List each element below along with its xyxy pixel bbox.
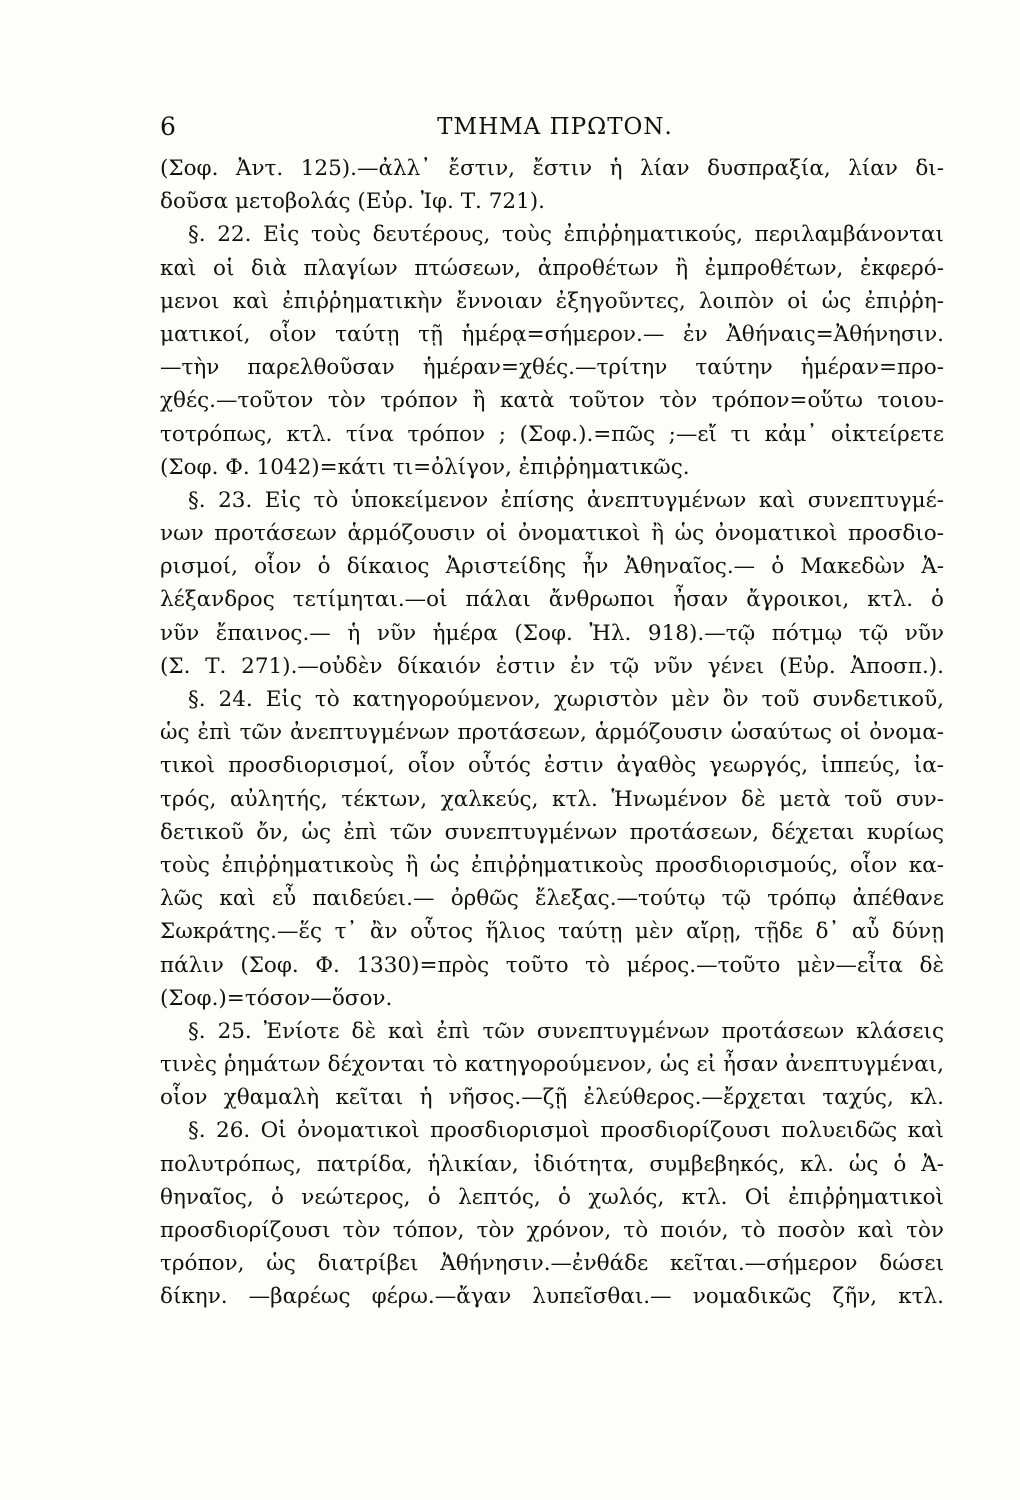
paragraph-26-start: §. 26. Οἱ ὀνοματικοὶ προσδιορισμοὶ προσδιορίζουσι πολυειδῶς καὶ: [188, 1118, 944, 1144]
paragraph-23-start: §. 23. Εἰς τὸ ὑποκείμενον ἐπίσης ἀνεπτυγμένων καὶ συνεπτυγμέ-: [188, 487, 944, 513]
text-line: νων προτάσεων ἁρμόζουσιν οἱ ὀνοματικοὶ ἢ ὡς ὀνοματικοὶ προσδιο-: [160, 521, 944, 547]
paragraph-24-start: §. 24. Εἰς τὸ κατηγορούμενον, χωριστὸν μὲν ὂν τοῦ συνδετικοῦ,: [188, 687, 944, 712]
text-line: ρισμοί, οἷον ὁ δίκαιος Ἀριστείδης ἦν Ἀθηναῖος.— ὁ Μακεδὼν Ἀ-: [160, 554, 944, 580]
text-line: προσδιορίζουσι τὸν τόπον, τὸν χρόνον, τὸ ποιόν, τὸ ποσὸν καὶ τὸν: [160, 1218, 944, 1243]
page-header: [160, 112, 940, 152]
text-line: τρός, αὐλητής, τέκτων, χαλκεύς, κτλ. Ἡνωμένον δὲ μετὰ τοῦ συν-: [160, 786, 944, 812]
text-line: ματικοί, οἷον ταύτῃ τῇ ἡμέρᾳ=σήμερον.— ἐν Ἀθήναις=Ἀθήνησιν.: [160, 321, 944, 347]
text-line: καὶ οἱ διὰ πλαγίων πτώσεων, ἀπροθέτων ἢ ἐμπροθέτων, ἐκφερό-: [160, 255, 944, 281]
text-line: θηναῖος, ὁ νεώτερος, ὁ λεπτός, ὁ χωλός, κτλ. Οἱ ἐπιῤῥηματικοὶ: [160, 1184, 944, 1210]
paragraph-25-start: §. 25. Ἐνίοτε δὲ καὶ ἐπὶ τῶν συνεπτυγμένων προτάσεων κλάσεις: [188, 1018, 944, 1044]
text-line: δοῦσα μετοβολάς (Εὐρ. Ἰφ. Τ. 721).: [160, 189, 545, 215]
text-line: λέξανδρος τετίμηται.—οἱ πάλαι ἄνθρωποι ἦσαν ἄγροικοι, κτλ. ὁ: [160, 587, 944, 613]
text-line: λῶς καὶ εὖ παιδεύει.— ὀρθῶς ἔλεξας.—τούτῳ τῷ τρόπῳ ἀπέθανε: [160, 886, 944, 912]
text-line: πάλιν (Σοφ. Φ. 1330)=πρὸς τοῦτο τὸ μέρος.—τοῦτο μὲν—εἶτα δὲ: [160, 952, 944, 978]
text-line: (Σ. Τ. 271).—οὐδὲν δίκαιόν ἐστιν ἐν τῷ νῦν γένει (Εὐρ. Ἀποσπ.).: [160, 653, 944, 679]
text-line: τοὺς ἐπιῤῥηματικοὺς ἢ ὡς ἐπιῤῥηματικοὺς προσδιορισμούς, οἷον κα-: [160, 852, 944, 878]
text-line: τρόπον, ὡς διατρίβει Ἀθήνησιν.—ἐνθάδε κεῖται.—σήμερον δώσει: [160, 1251, 944, 1277]
running-head: ΤΜΗΜΑ ΠΡΩΤΟΝ.: [437, 114, 673, 140]
text-line: (Σοφ.)=τόσον—ὅσον.: [160, 985, 393, 1011]
text-line: —τὴν παρελθοῦσαν ἡμέραν=χθές.—τρίτην ταύτην ἡμέραν=προ-: [160, 355, 944, 381]
text-line: τινὲς ῥημάτων δέχονται τὸ κατηγορούμενον, ὡς εἰ ἦσαν ἀνεπτυγμέναι,: [160, 1052, 944, 1078]
text-line: οἷον χθαμαλὴ κεῖται ἡ νῆσος.—ζῇ ἐλεύθερος.—ἔρχεται ταχύς, κλ.: [160, 1085, 944, 1111]
text-line: Σωκράτης.—ἕς τ᾽ ἂν οὗτος ἥλιος ταύτῃ μὲν αἴρῃ, τῇδε δ᾽ αὖ δύνῃ: [160, 919, 944, 945]
text-line: δετικοῦ ὄν, ὡς ἐπὶ τῶν συνεπτυγμένων προτάσεων, δέχεται κυρίως: [160, 819, 944, 845]
text-line: (Σοφ. Φ. 1042)=κάτι τι=ὀλίγον, ἐπιῤῥηματικῶς.: [160, 454, 690, 480]
text-line: μενοι καὶ ἐπιῤῥηματικὴν ἔννοιαν ἐξηγοῦντες, λοιπὸν οἱ ὡς ἐπιῤῥη-: [160, 288, 944, 314]
text-line: δίκην. —βαρέως φέρω.—ἄγαν λυπεῖσθαι.— νομαδικῶς ζῆν, κτλ.: [160, 1284, 944, 1310]
text-line: πολυτρόπως, πατρίδα, ἡλικίαν, ἰδιότητα, συμβεβηκός, κλ. ὡς ὁ Ἀ-: [160, 1151, 944, 1177]
text-line: (Σοφ. Ἀντ. 125).—ἀλλ᾽ ἔστιν, ἔστιν ἡ λίαν δυσπραξία, λίαν δι-: [160, 156, 944, 181]
page-body: [160, 152, 944, 1314]
text-line: τικοὶ προσδιορισμοί, οἷον οὗτός ἐστιν ἀγαθὸς γεωργός, ἱππεύς, ἰα-: [160, 753, 944, 779]
text-line: ὡς ἐπὶ τῶν ἀνεπτυγμένων προτάσεων, ἁρμόζουσιν ὡσαύτως οἱ ὀνομα-: [160, 720, 944, 746]
text-line: χθές.—τοῦτον τὸν τρόπον ἢ κατὰ τοῦτον τὸν τρόπον=οὕτω τοιου-: [160, 388, 944, 414]
page-number: 6: [160, 112, 176, 141]
text-line: νῦν ἔπαινος.— ἡ νῦν ἡμέρα (Σοφ. Ἠλ. 918).—τῷ πότμῳ τῷ νῦν: [160, 620, 944, 646]
paragraph-22-start: §. 22. Εἰς τοὺς δευτέρους, τοὺς ἐπιῤῥηματικούς, περιλαμβάνονται: [188, 222, 944, 248]
text-line: τοτρόπως, κτλ. τίνα τρόπον ; (Σοφ.).=πῶς ;—εἴ τι κἀμ᾽ οἰκτείρετε: [160, 421, 944, 447]
